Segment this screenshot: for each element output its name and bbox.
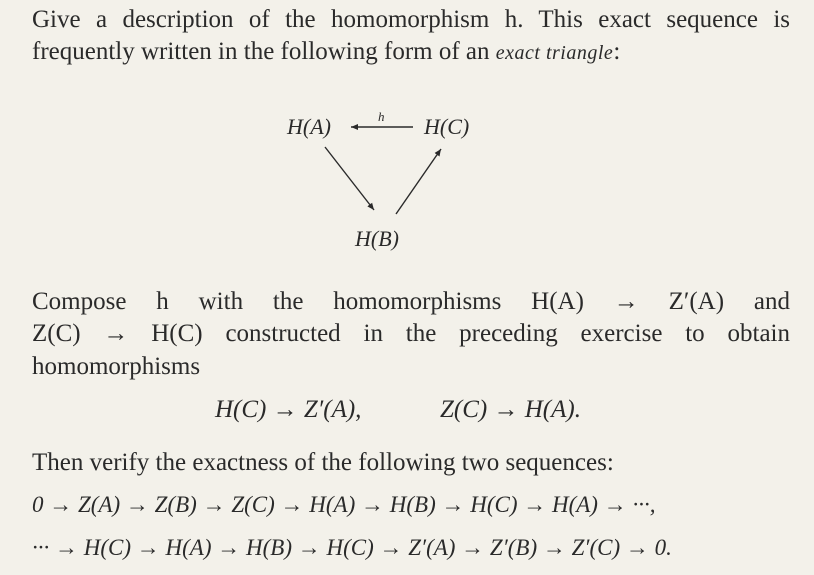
- equation-left: H(C) → Z′(A),: [215, 396, 362, 423]
- exact-triangle-term: exact triangle: [495, 42, 614, 64]
- node-ha: H(A): [287, 114, 331, 139]
- paragraph2-line2: Z(C) → H(C) constructed in the preceding exercise to obtain: [32, 320, 790, 347]
- paragraph1-line2-colon: :: [613, 38, 621, 65]
- arrow-ha-to-hb: [325, 147, 374, 210]
- node-hc: H(C): [424, 114, 470, 139]
- arrow-hb-to-hc: [396, 149, 441, 214]
- equation-right: Z(C) → H(A).: [440, 396, 581, 423]
- paragraph1-line1: Give a description of the homomorphism h. This exact sequence is: [32, 6, 790, 33]
- paragraph3-line1: Then verify the exactness of the following two sequences:: [32, 449, 614, 476]
- exact-sequence-2: ··· → H(C) → H(A) → H(B) → H(C) → Z′(A) → Z′(B) → Z′(C) → 0.: [32, 535, 672, 560]
- paragraph1-line2-text: frequently written in the following form of an: [32, 38, 496, 65]
- arrow-label-h: h: [378, 109, 385, 124]
- exact-sequence-1: 0 → Z(A) → Z(B) → Z(C) → H(A) → H(B) → H(C) → H(A) → ···,: [32, 492, 656, 517]
- paragraph2-line1: Compose h with the homomorphisms H(A) → Z′(A) and: [32, 288, 790, 315]
- node-hb: H(B): [355, 226, 399, 251]
- paragraph2-line3: homomorphisms: [32, 353, 201, 380]
